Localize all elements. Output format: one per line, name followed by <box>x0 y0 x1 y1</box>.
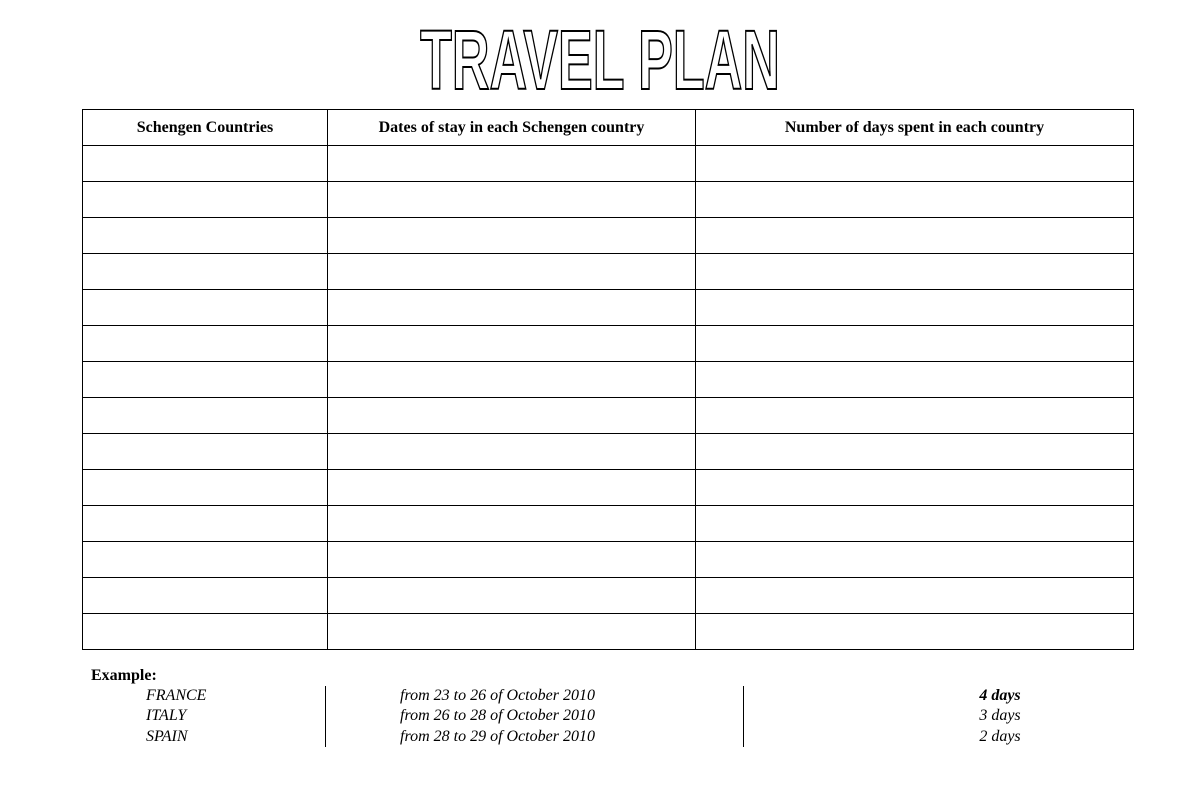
days-cell[interactable] <box>696 362 1134 398</box>
dates-cell[interactable] <box>328 398 696 434</box>
country-cell[interactable] <box>83 182 328 218</box>
days-cell[interactable] <box>696 326 1134 362</box>
dates-cell[interactable] <box>328 326 696 362</box>
country-cell[interactable] <box>83 146 328 182</box>
days-cell[interactable] <box>696 542 1134 578</box>
dates-cell[interactable] <box>328 434 696 470</box>
page-title: TRAVEL PLAN <box>420 13 780 107</box>
dates-cell[interactable] <box>328 506 696 542</box>
table-row <box>83 326 1134 362</box>
country-cell[interactable] <box>83 542 328 578</box>
days-cell[interactable] <box>696 254 1134 290</box>
table-row <box>83 254 1134 290</box>
example-label: Example: <box>91 667 157 684</box>
column-header-countries: Schengen Countries <box>83 110 328 146</box>
table-row <box>83 614 1134 650</box>
dates-cell[interactable] <box>328 182 696 218</box>
dates-cell[interactable] <box>328 614 696 650</box>
days-cell[interactable] <box>696 470 1134 506</box>
dates-cell[interactable] <box>328 146 696 182</box>
example-dates: from 23 to 26 of October 2010 <box>400 687 595 704</box>
country-cell[interactable] <box>83 398 328 434</box>
example-dates: from 28 to 29 of October 2010 <box>400 728 595 745</box>
example-dates: from 26 to 28 of October 2010 <box>400 707 595 724</box>
travel-plan-table <box>82 109 1134 650</box>
table-header-row <box>83 110 1134 146</box>
table-row <box>83 182 1134 218</box>
example-days: 2 days <box>979 728 1021 745</box>
table-row <box>83 542 1134 578</box>
table-row <box>83 470 1134 506</box>
days-cell[interactable] <box>696 506 1134 542</box>
country-cell[interactable] <box>83 290 328 326</box>
table-row <box>83 434 1134 470</box>
table-row <box>83 398 1134 434</box>
example-country: SPAIN <box>146 728 188 745</box>
country-cell[interactable] <box>83 218 328 254</box>
example-days: 3 days <box>979 707 1021 724</box>
example-days: 4 days <box>979 687 1021 704</box>
country-cell[interactable] <box>83 578 328 614</box>
table-row <box>83 218 1134 254</box>
country-cell[interactable] <box>83 506 328 542</box>
table-row <box>83 146 1134 182</box>
column-header-days: Number of days spent in each country <box>696 110 1134 146</box>
table-row <box>83 362 1134 398</box>
dates-cell[interactable] <box>328 578 696 614</box>
example-row <box>0 706 1200 726</box>
example-divider-left <box>325 686 326 747</box>
days-cell[interactable] <box>696 218 1134 254</box>
days-cell[interactable] <box>696 434 1134 470</box>
example-row <box>0 686 1200 706</box>
dates-cell[interactable] <box>328 290 696 326</box>
table-row <box>83 578 1134 614</box>
example-row <box>0 727 1200 747</box>
example-divider-right <box>743 686 744 747</box>
dates-cell[interactable] <box>328 542 696 578</box>
column-header-dates: Dates of stay in each Schengen country <box>328 110 696 146</box>
days-cell[interactable] <box>696 614 1134 650</box>
example-country: ITALY <box>146 707 187 724</box>
country-cell[interactable] <box>83 254 328 290</box>
dates-cell[interactable] <box>328 254 696 290</box>
dates-cell[interactable] <box>328 362 696 398</box>
country-cell[interactable] <box>83 470 328 506</box>
country-cell[interactable] <box>83 362 328 398</box>
country-cell[interactable] <box>83 326 328 362</box>
table-row <box>83 290 1134 326</box>
dates-cell[interactable] <box>328 470 696 506</box>
days-cell[interactable] <box>696 182 1134 218</box>
table-row <box>83 506 1134 542</box>
country-cell[interactable] <box>83 434 328 470</box>
country-cell[interactable] <box>83 614 328 650</box>
days-cell[interactable] <box>696 398 1134 434</box>
dates-cell[interactable] <box>328 218 696 254</box>
example-country: FRANCE <box>146 687 207 704</box>
days-cell[interactable] <box>696 578 1134 614</box>
days-cell[interactable] <box>696 146 1134 182</box>
days-cell[interactable] <box>696 290 1134 326</box>
